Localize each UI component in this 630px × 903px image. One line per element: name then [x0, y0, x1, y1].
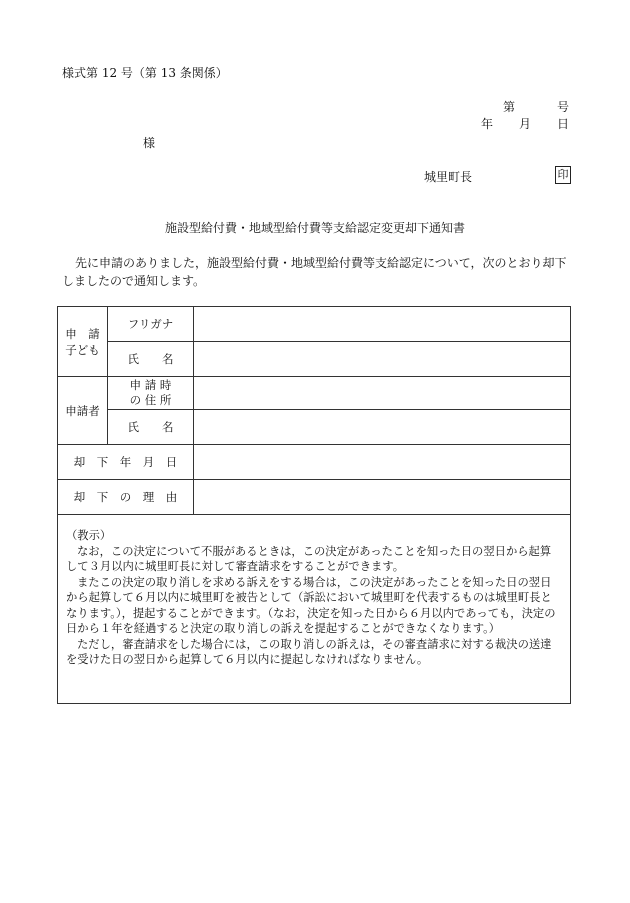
rejection-reason-label: 却 下 の 理 由 [58, 480, 194, 515]
intro-text: 先に申請のありました，施設型給付費・地域型給付費等支給認定について，次のとおり却下しましたので通知します。 [62, 256, 567, 288]
document-number [503, 100, 569, 114]
form-number: 様式第 12 号（第 13 条関係） [62, 66, 228, 80]
appeal-notice-box [57, 514, 571, 704]
applicant-name-label: 氏 名 [108, 410, 194, 445]
applicant-group-label: 申請者 [58, 377, 108, 445]
document-title: 施設型給付費・地域型給付費等支給認定変更却下通知書 [164, 221, 465, 235]
notice-heading: （教示） [66, 529, 112, 542]
notice-paragraph-1: なお，この決定について不服があるときは，この決定があったことを知った日の翌日から起算して３月以内に城里町長に対して審査請求をすることができます。 [66, 544, 552, 573]
furigana-field[interactable] [194, 307, 571, 342]
document-number-dai: 第 [502, 100, 515, 114]
rejection-date-field[interactable] [194, 445, 571, 480]
rejection-date-label: 却 下 年 月 日 [58, 445, 194, 480]
child-name-field[interactable] [194, 342, 571, 377]
issuer-name: 城里町長 [424, 170, 473, 184]
address-label: 申 請 時 の 住 所 [108, 377, 194, 410]
rejection-reason-field[interactable] [194, 480, 571, 515]
date-month: 月 [518, 117, 531, 131]
date-year: 年 [480, 117, 493, 131]
furigana-label: フリガナ [108, 307, 194, 342]
seal-mark: 印 [555, 166, 571, 184]
address-field[interactable] [194, 377, 571, 410]
date-day: 日 [556, 117, 569, 131]
notice-paragraph-3: ただし，審査請求をした場合には，この取り消しの訴えは，その審査請求に対する裁決の送達を受けた日の翌日から起算して６月以内に提起しなければなりません。 [66, 637, 552, 666]
child-group-label: 申 請 子ども [58, 307, 108, 377]
addressee: 様 [143, 136, 156, 150]
notice-paragraph-2: またこの決定の取り消しを求める訴えをする場合は，この決定があったことを知った日の翌日から起算して６月以内に城里町を被告として（訴訟において城里町を代表するものは城里町長となります。），提起することができます。（なお，決定を知った日から６月以内であっても，決定の日から１年を経過すると決定の取り消しの訴えを提起することができなくなります。） [66, 575, 556, 635]
child-name-label: 氏 名 [108, 342, 194, 377]
document-number-go: 号 [556, 100, 569, 114]
notification-form-table [57, 306, 571, 515]
applicant-name-field[interactable] [194, 410, 571, 445]
issue-date [481, 117, 569, 131]
